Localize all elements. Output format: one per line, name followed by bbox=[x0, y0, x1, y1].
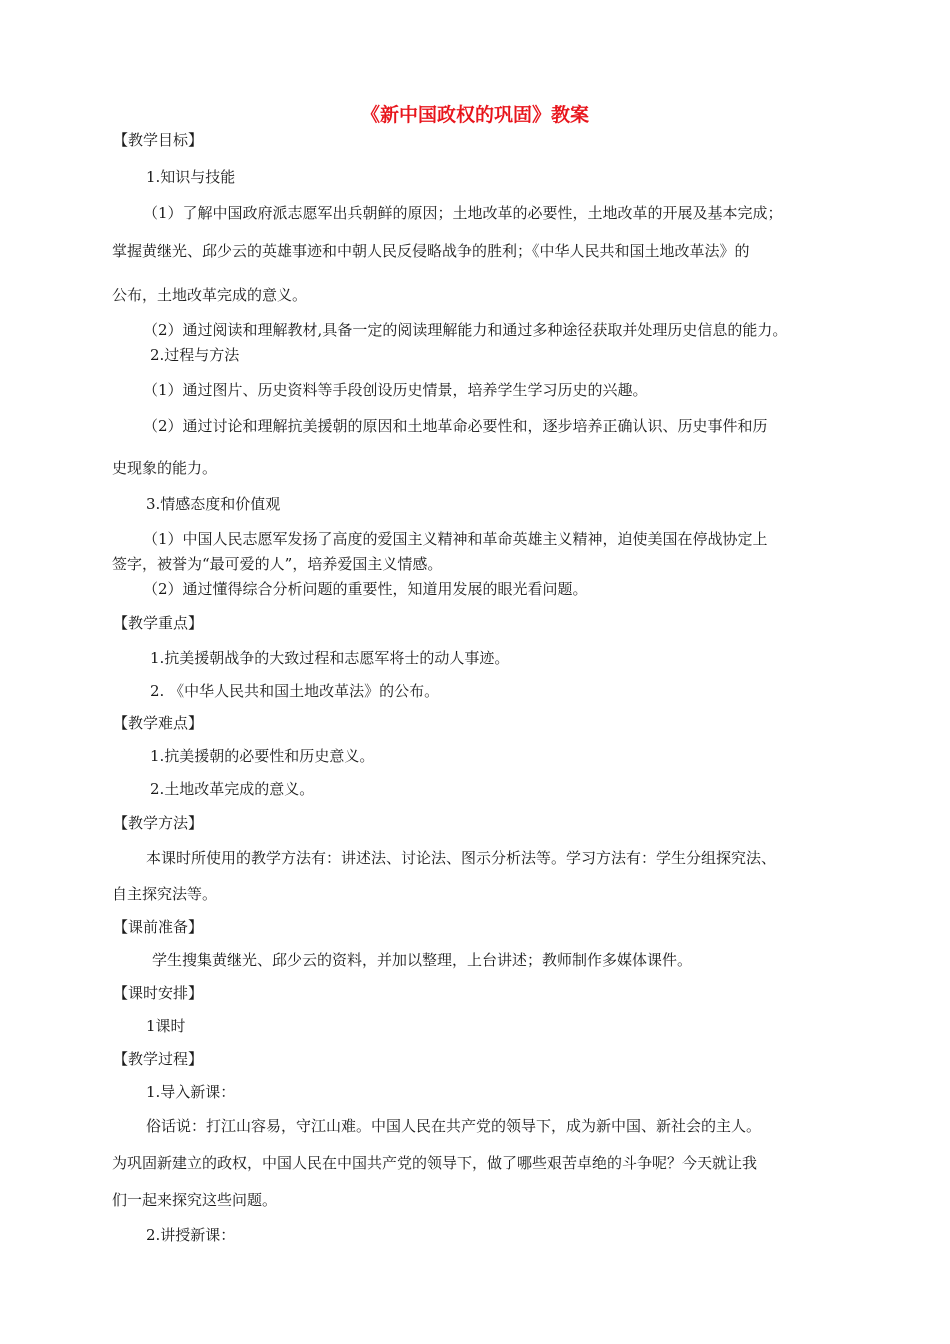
subheading-introduction: 1.导入新课： bbox=[146, 1083, 236, 1101]
paragraph-line: （1）中国人民志愿军发扬了高度的爱国主义精神和革命英雄主义精神，迫使美国在停战协定上 bbox=[143, 530, 768, 548]
paragraph-line: 掌握黄继光、邱少云的英雄事迹和中朝人民反侵略战争的胜利；《中华人民共和国土地改革法》的 bbox=[112, 242, 750, 260]
paragraph-line: 1课时 bbox=[146, 1017, 186, 1035]
section-heading-key-points: 【教学重点】 bbox=[113, 614, 204, 632]
paragraph-line: 本课时所使用的教学方法有：讲述法、讨论法、图示分析法等。学习方法有：学生分组探究法、 bbox=[146, 849, 777, 867]
paragraph-line: 自主探究法等。 bbox=[112, 885, 218, 903]
list-item: 1.抗美援朝战争的大致过程和志愿军将士的动人事迹。 bbox=[150, 649, 510, 667]
list-item: 1.抗美援朝的必要性和历史意义。 bbox=[150, 747, 375, 765]
list-item: 2. 《中华人民共和国土地改革法》的公布。 bbox=[150, 682, 440, 700]
paragraph-line: 签字，被誉为“最可爱的人”，培养爱国主义情感。 bbox=[112, 555, 443, 573]
subheading-knowledge-skills: 1.知识与技能 bbox=[146, 168, 236, 186]
paragraph-line: 公布，土地改革完成的意义。 bbox=[112, 286, 308, 304]
section-heading-process: 【教学过程】 bbox=[113, 1050, 204, 1068]
section-heading-difficulties: 【教学难点】 bbox=[113, 714, 204, 732]
paragraph-line: （2）通过讨论和理解抗美援朝的原因和土地革命必要性和，逐步培养正确认识、历史事件和历 bbox=[143, 417, 768, 435]
section-heading-methods: 【教学方法】 bbox=[113, 814, 204, 832]
section-heading-schedule: 【课时安排】 bbox=[113, 984, 204, 1002]
paragraph-line: 史现象的能力。 bbox=[112, 459, 218, 477]
paragraph-line: 为巩固新建立的政权，中国人民在中国共产党的领导下，做了哪些艰苦卓绝的斗争呢？今天就让我 bbox=[112, 1154, 758, 1172]
subheading-process-methods: 2.过程与方法 bbox=[150, 346, 240, 364]
paragraph-line: 俗话说：打江山容易，守江山难。中国人民在共产党的领导下，成为新中国、新社会的主人。 bbox=[146, 1117, 762, 1135]
subheading-attitudes-values: 3.情感态度和价值观 bbox=[146, 495, 281, 513]
section-heading-preparation: 【课前准备】 bbox=[113, 918, 204, 936]
paragraph-line: 学生搜集黄继光、邱少云的资料，并加以整理，上台讲述；教师制作多媒体课件。 bbox=[152, 951, 693, 969]
paragraph-line: （1）了解中国政府派志愿军出兵朝鲜的原因；土地改革的必要性，土地改革的开展及基本完成； bbox=[143, 204, 783, 222]
paragraph-line: （2）通过懂得综合分析问题的重要性，知道用发展的眼光看问题。 bbox=[143, 580, 588, 598]
subheading-new-lesson: 2.讲授新课： bbox=[146, 1226, 236, 1244]
paragraph-line: 们一起来探究这些问题。 bbox=[112, 1191, 278, 1209]
section-heading-objectives: 【教学目标】 bbox=[113, 131, 204, 149]
document-title: 《新中国政权的巩固》教案 bbox=[360, 104, 589, 126]
paragraph-line: （1）通过图片、历史资料等手段创设历史情景，培养学生学习历史的兴趣。 bbox=[143, 381, 648, 399]
paragraph-line: （2）通过阅读和理解教材,具备一定的阅读理解能力和通过多种途径获取并处理历史信息的能力。 bbox=[143, 321, 788, 339]
list-item: 2.土地改革完成的意义。 bbox=[150, 780, 315, 798]
